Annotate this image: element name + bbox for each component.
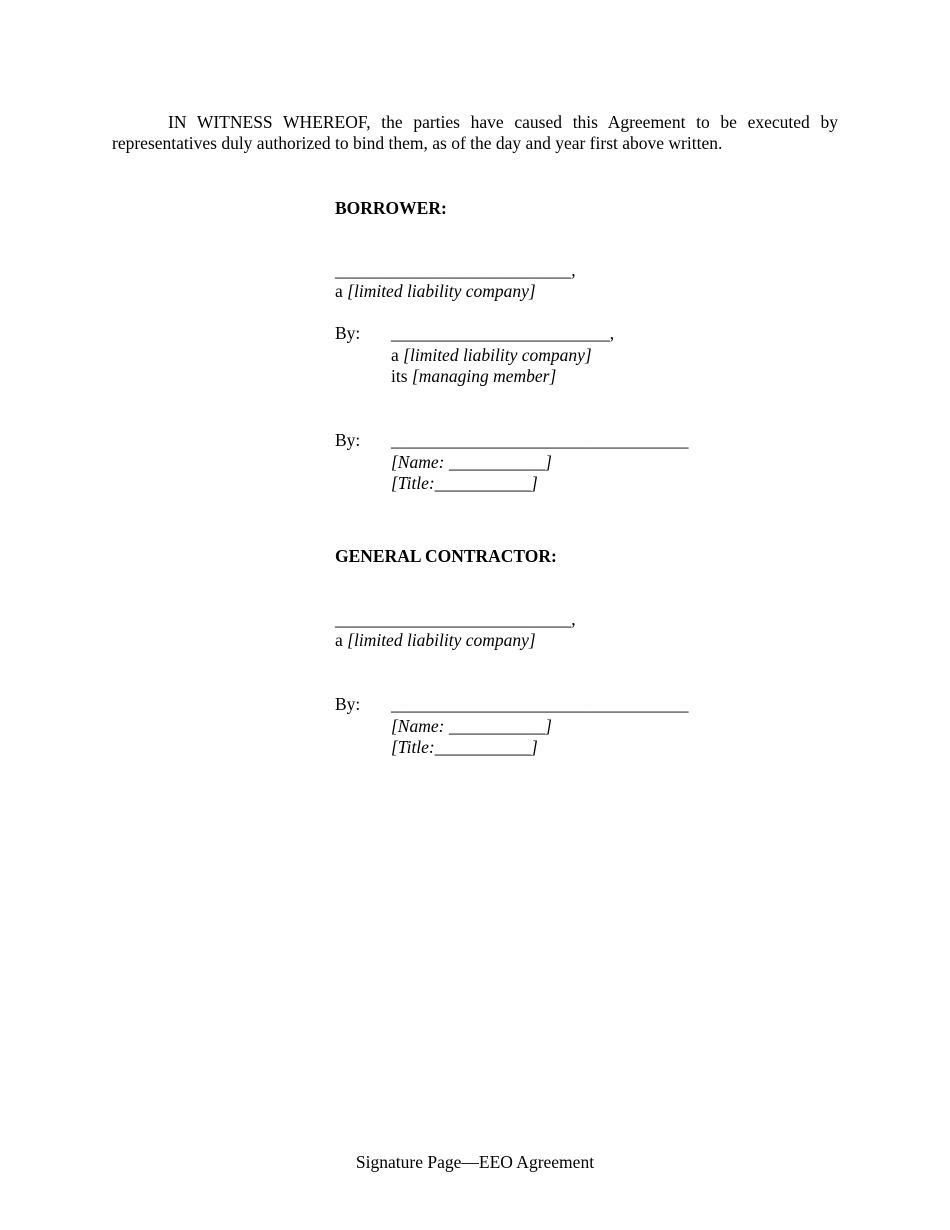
contractor-name-field: [Name: ___________] <box>391 716 552 736</box>
borrower-title-field: [Title:___________] <box>391 473 538 493</box>
contractor-by-label: By: <box>335 694 361 714</box>
borrower-member-role-prefix: its <box>391 366 412 386</box>
borrower-member-type <box>391 345 592 366</box>
borrower-entity-signature-line: ___________________________, <box>335 260 576 280</box>
borrower-member-type-prefix: a <box>391 345 404 365</box>
borrower-by-label-1: By: <box>335 323 361 343</box>
borrower-name-field: [Name: ___________] <box>391 452 552 472</box>
page-footer: Signature Page—EEO Agreement <box>355 1152 595 1172</box>
borrower-entity-type <box>335 281 536 302</box>
borrower-member-type-value: [limited liability company] <box>403 345 592 365</box>
contractor-entity-type-value: [limited liability company] <box>347 630 536 650</box>
borrower-heading: BORROWER: <box>335 198 447 218</box>
contractor-entity-signature-line: ___________________________, <box>335 609 576 629</box>
borrower-member-signature-line: _________________________, <box>391 323 615 343</box>
general-contractor-heading: GENERAL CONTRACTOR: <box>335 546 557 566</box>
witness-clause: IN WITNESS WHEREOF, the parties have caused this Agreement to be executed by representatives duly authorized to bind them, as of the day and year first above written. <box>112 112 838 153</box>
borrower-entity-type-prefix: a <box>335 281 348 301</box>
borrower-entity-type-value: [limited liability company] <box>347 281 536 301</box>
contractor-entity-type <box>335 630 536 651</box>
contractor-signature-line: __________________________________ <box>391 694 689 714</box>
borrower-member-role-value: [managing member] <box>411 366 557 386</box>
contractor-entity-type-prefix: a <box>335 630 348 650</box>
contractor-title-field: [Title:___________] <box>391 737 538 757</box>
borrower-signature-line: __________________________________ <box>391 430 689 450</box>
borrower-by-label-2: By: <box>335 430 361 450</box>
borrower-member-role <box>391 366 556 387</box>
